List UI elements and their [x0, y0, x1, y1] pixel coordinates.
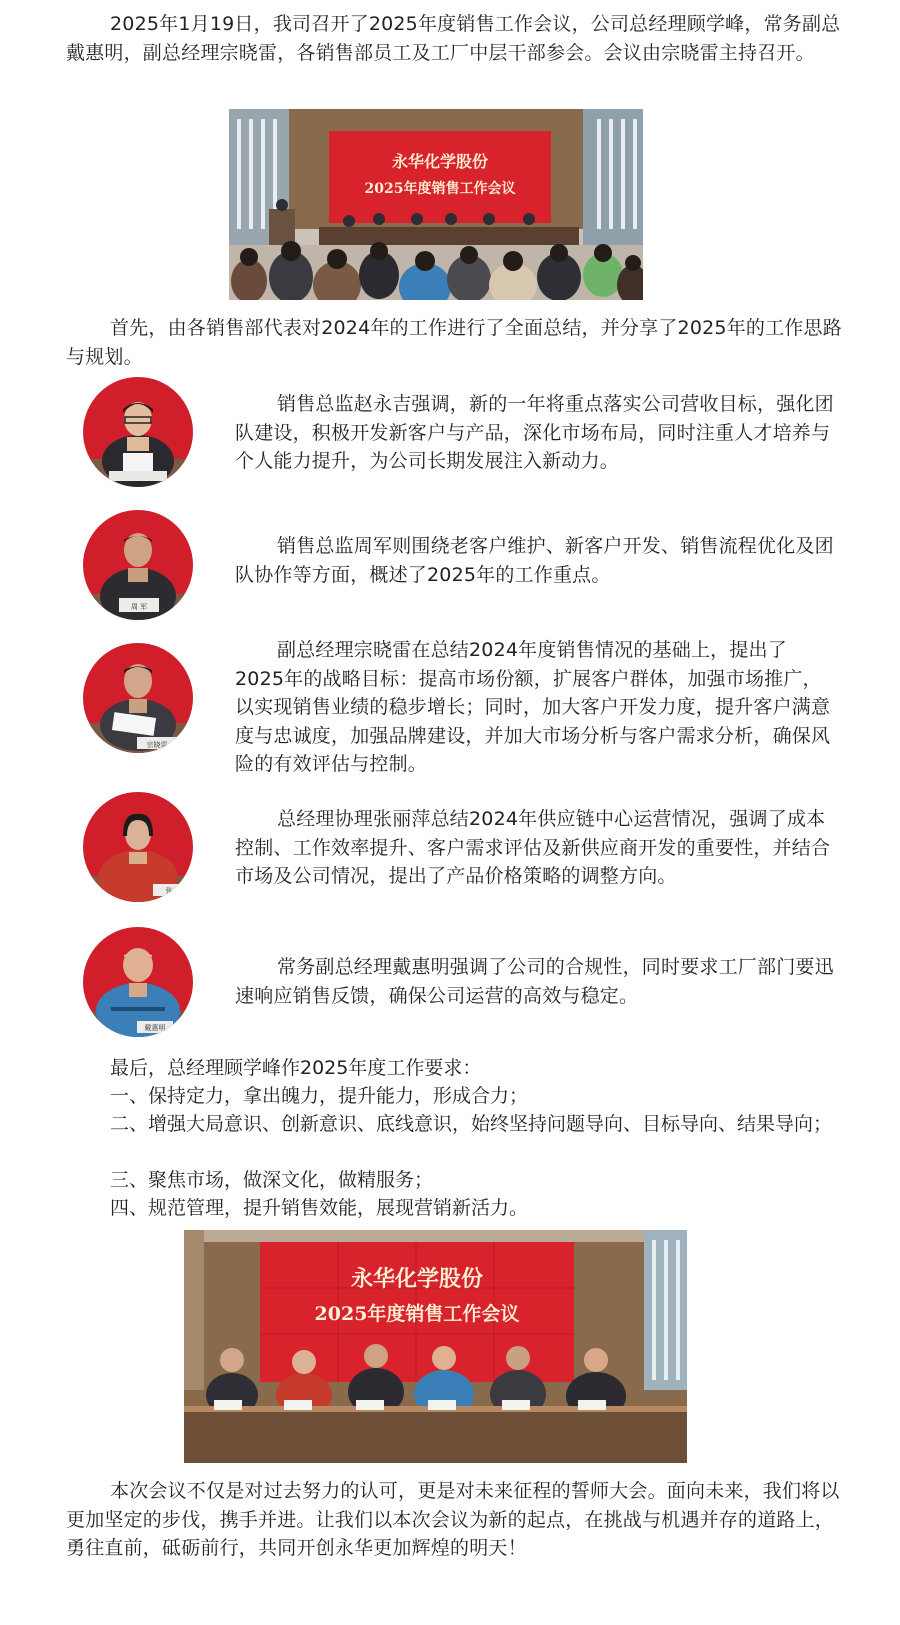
meeting-photo-audience	[229, 109, 643, 300]
speaker-tag-4: 张	[165, 887, 173, 895]
speaker-text-3: 副总经理宗晓雷在总结2024年度销售情况的基础上，提出了2025年的战略目标：提高市场份额，扩展客户群体，加强市场推广，以实现销售业绩的稳步增长；同时，加大客户开发力度，提升客户满意度与忠诚度，加强品牌建设，并加大市场分析与客户需求分析，确保风险的有效评估与控制。	[235, 639, 831, 775]
photo2-banner-line1: 永华化学股份	[350, 1266, 484, 1292]
photo1-banner-line1: 永华化学股份	[391, 152, 489, 171]
requirements-intro: 最后，总经理顾学峰作2025年度工作要求：	[110, 1057, 482, 1079]
intro-paragraph: 2025年1月19日，我司召开了2025年度销售工作会议，公司总经理顾学峰，常务副总戴惠明，副总经理宗晓雷，各销售部员工及工厂中层干部参会。会议由宗晓雷主持召开。	[66, 13, 841, 64]
speaker-photo-5	[83, 927, 193, 1037]
requirement-item-4: 四、规范管理，提升销售效能，展现营销新活力。	[110, 1197, 529, 1219]
speaker-text-4: 总经理协理张丽萍总结2024年供应链中心运营情况，强调了成本控制、工作效率提升、客户需求评估及新供应商开发的重要性，并结合市场及公司情况，提出了产品价格策略的调整方向。	[235, 808, 831, 887]
requirement-item-1: 一、保持定力，拿出魄力，提升能力，形成合力；	[110, 1085, 529, 1107]
meeting-photo-stage	[184, 1230, 687, 1463]
speaker-photo-4	[83, 792, 193, 902]
requirement-item-2: 二、增强大局意识、创新意识、底线意识，始终坚持问题导向、目标导向、结果导向；	[110, 1113, 833, 1135]
speaker-photo-1	[83, 377, 193, 487]
speaker-text-5: 常务副总经理戴惠明强调了公司的合规性，同时要求工厂部门要迅速响应销售反馈，确保公司运营的高效与稳定。	[235, 956, 834, 1007]
speaker-tag-5: 戴惠明	[144, 1024, 166, 1032]
speaker-text-1: 销售总监赵永吉强调，新的一年将重点落实公司营收目标，强化团队建设，积极开发新客户与产品，深化市场布局，同时注重人才培养与个人能力提升，为公司长期发展注入新动力。	[235, 393, 834, 472]
requirement-item-3: 三、聚焦市场，做深文化，做精服务；	[110, 1169, 434, 1191]
photo2-banner-line2: 2025年度销售工作会议	[314, 1303, 520, 1325]
speaker-photo-3	[83, 643, 193, 753]
speaker-text-2: 销售总监周军则围绕老客户维护、新客户开发、销售流程优化及团队协作等方面，概述了2025年的工作重点。	[235, 535, 834, 586]
speaker-tag-3: 宗晓雷	[146, 741, 168, 749]
summary-paragraph: 首先，由各销售部代表对2024年的工作进行了全面总结，并分享了2025年的工作思路与规划。	[66, 317, 842, 368]
photo1-banner-line2: 2025年度销售工作会议	[364, 181, 516, 197]
speaker-photo-2	[83, 510, 193, 620]
closing-paragraph: 本次会议不仅是对过去努力的认可，更是对未来征程的誓师大会。面向未来，我们将以更加坚定的步伐，携手并进。让我们以本次会议为新的起点，在挑战与机遇并存的道路上，勇往直前，砥砺前行，共同开创永华更加辉煌的明天！	[66, 1480, 840, 1559]
speaker-tag-2: 周 军	[130, 603, 148, 611]
